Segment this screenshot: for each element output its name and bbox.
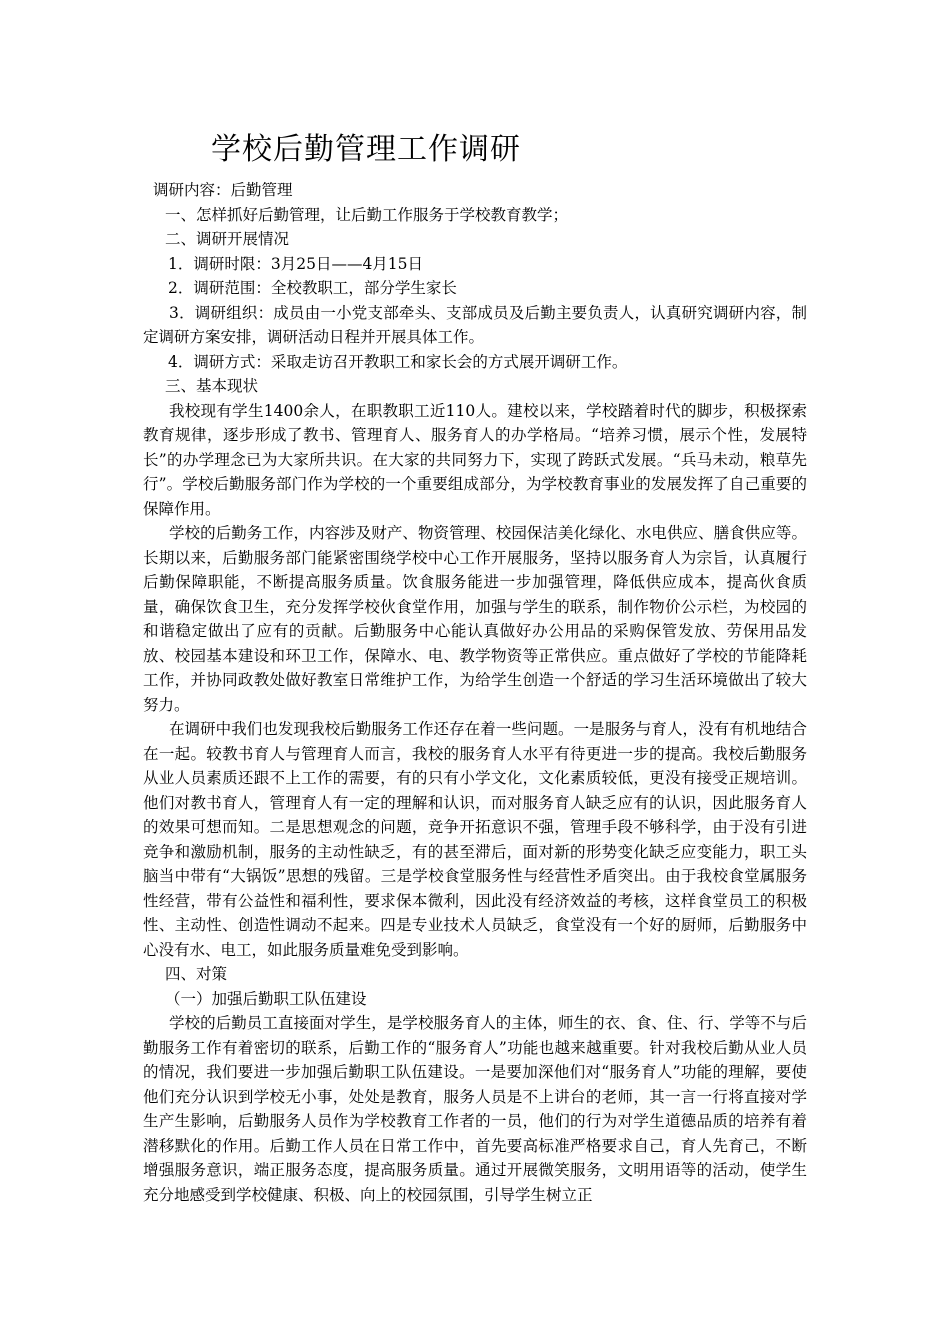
body-paragraph-2: 学校的后勤务工作，内容涉及财产、物资管理、校园保洁美化绿化、水电供应、膳食供应等。长期以来，后勤服务部门能紧密围绕学校中心工作开展服务，坚持以服务育人为宗旨，认真履行后勤保障职能，不断提高服务质量。饮食服务能进一步加强管理，降低供应成本，提高伙食质量，确保饮食卫生，充分发挥学校伙食堂作用，加强与学生的联系，制作物价公示栏，为校园的和谐稳定做出了应有的贡献。后勤服务中心能认真做好办公用品的采购保管发放、劳保用品发放、校园基本建设和环卫工作，保障水、电、教学物资等正常供应。重点做好了学校的节能降耗工作，并协同政教处做好教室日常维护工作，为给学生创造一个舒适的学习生活环境做出了较大努力。	[143, 524, 807, 714]
body-paragraph-3: 在调研中我们也发现我校后勤服务工作还存在着一些问题。一是服务与育人，没有有机地结合在一起。较教书育人与管理育人而言，我校的服务育人水平有待更进一步的提高。我校后勤服务从业人员素质还跟不上工作的需要，有的只有小学文化，文化素质较低，更没有接受正规培训。他们对教书育人，管理育人有一定的理解和认识，而对服务育人缺乏应有的认识，因此服务育人的效果可想而知。二是思想观念的问题，竞争开拓意识不强，管理手段不够科学，由于没有引进竞争和激励机制，服务的主动性缺乏，有的甚至滞后，面对新的形势变化缺乏应变能力，职工头脑当中带有“大锅饭”思想的残留。三是学校食堂服务性与经营性矛盾突出。由于我校食堂属服务性经营，带有公益性和福利性，要求保本微利，因此没有经济效益的考核，这样食堂员工的积极性、主动性、创造性调动不起来。四是专业技术人员缺乏，食堂没有一个好的厨师，后勤服务中心没有水、电工，如此服务质量难免受到影响。	[143, 720, 807, 959]
document-title: 学校后勤管理工作调研	[211, 132, 521, 167]
section-4-heading: 四、对策	[165, 965, 228, 983]
subsection-1-heading: （一）加强后勤职工队伍建设	[165, 989, 367, 1008]
body-paragraph-4: 学校的后勤员工直接面对学生，是学校服务育人的主体，师生的衣、食、住、行、学等不与后勤服务工作有着密切的联系，后勤工作的“服务育人”功能也越来越重要。针对我校后勤从业人员的情况，我们要进一步加强后勤职工队伍建设。一是要加深他们对“服务育人”功能的理解，要使他们充分认识到学校无小事，处处是教育，服务人员是不上讲台的老师，其一言一行将直接对学生产生影响，后勤服务人员作为学校教育工作者的一员，他们的行为对学生道德品质的培养有着潜移默化的作用。后勤工作人员在日常工作中，首先要高标准严格要求自己，育人先育己，不断增强服务意识，端正服务态度，提高服务质量。通过开展微笑服务，文明用语等的活动，使学生充分地感受到学校健康、积极、向上的校园氛围，引导学生树立正	[143, 1014, 807, 1204]
survey-item-3: 3．调研组织：成员由一小党支部牵头、支部成员及后勤主要负责人，认真研究调研内容，制定调研方案安排，调研活动日程并开展具体工作。	[143, 303, 807, 346]
survey-content-line: 调研内容：后勤管理	[153, 181, 293, 199]
section-3-heading: 三、基本现状	[165, 377, 259, 395]
survey-item-1: 1．调研时限：3月25日——4月15日	[168, 254, 424, 273]
survey-item-2: 2．调研范围：全校教职工，部分学生家长	[168, 279, 457, 297]
section-2-heading: 二、调研开展情况	[165, 230, 290, 248]
survey-item-4: 4．调研方式：采取走访召开教职工和家长会的方式展开调研工作。	[168, 352, 628, 371]
document-page	[143, 128, 807, 1207]
section-1-line: 一、怎样抓好后勤管理，让后勤工作服务于学校教育教学；	[165, 205, 569, 224]
body-paragraph-1: 我校现有学生1400余人，在职教职工近110人。建校以来，学校踏着时代的脚步，积极探索教育规律，逐步形成了教书、管理育人、服务育人的办学格局。“培养习惯，展示个性，发展特长”的办学理念已为大家所共识。在大家的共同努力下，实现了跨跃式发展。“兵马未动，粮草先行”。学校后勤服务部门作为学校的一个重要组成部分，为学校教育事业的发展发挥了自己重要的保障作用。	[143, 401, 807, 518]
